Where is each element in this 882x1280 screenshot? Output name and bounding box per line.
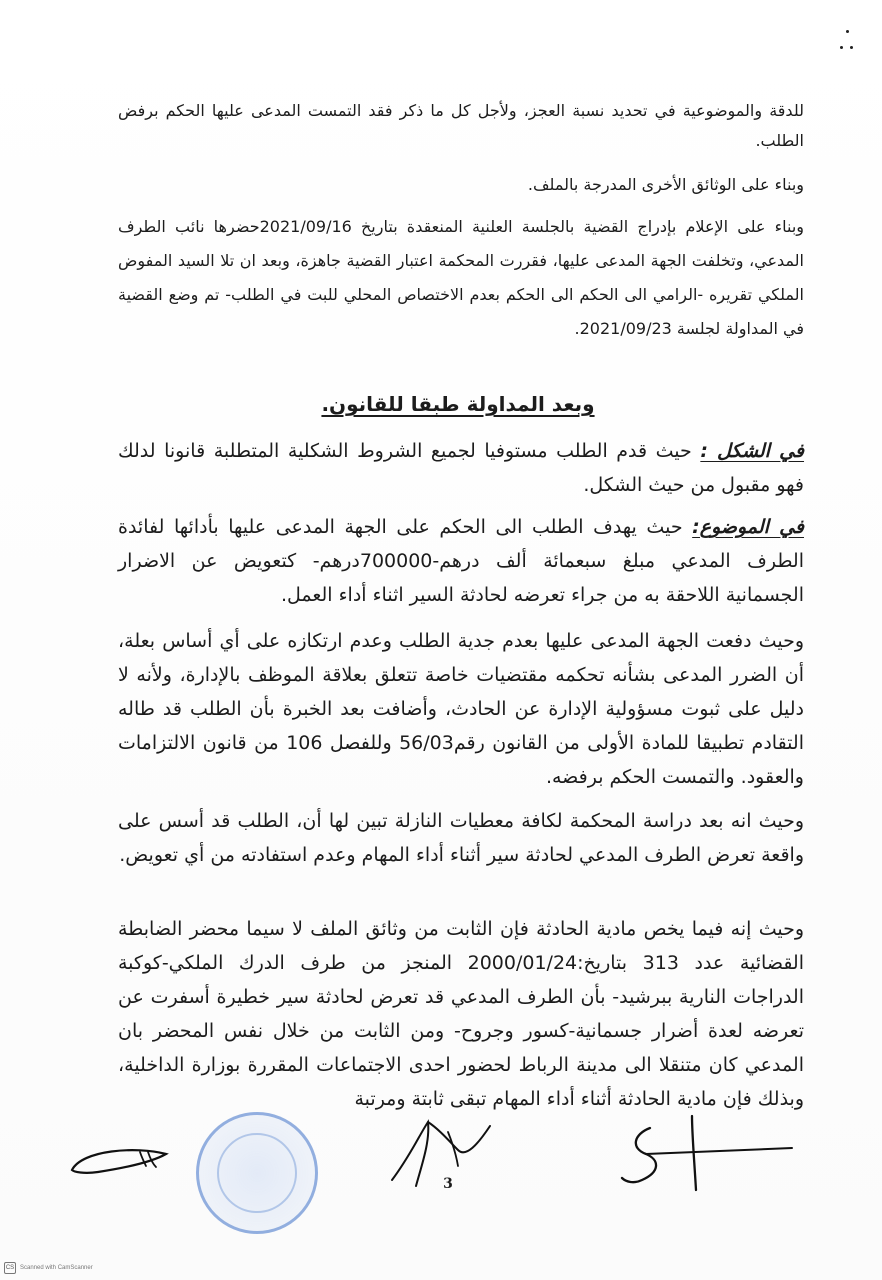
scanner-watermark xyxy=(4,1262,93,1274)
substance-lead: في الموضوع: xyxy=(692,516,804,538)
paragraph-substance xyxy=(118,510,804,612)
paragraph-form xyxy=(118,434,804,502)
left-signature xyxy=(64,1132,174,1192)
paragraph-accident-material: وحيث إنه فيما يخص مادية الحادثة فإن الثابت من وثائق الملف لا سيما محضر الضابطة القضائية عدد 313 بتاريخ:2000/01/24 المنجز من طرف الدرك الملكي-كوكبة الدراجات النارية ببرشيد- بأن الطرف المدعي قد تعرض لحادثة سير خطيرة أسفرت عن تعرضه لعدة أضرار جسمانية-كسور وجروح- ومن الثابت من خلال نفس المحضر بان المدعي كان متنقلا الى مدينة الرباط لحضور احدى الاجتماعات المقررة بوزارة الداخلية، وبذلك فإن مادية الحادثة أثناء أداء المهام تبقى ثابتة ومرتبة xyxy=(118,918,805,1110)
right-signature xyxy=(616,1110,800,1196)
paragraph-court-study: وحيث انه بعد دراسة المحكمة لكافة معطيات النازلة تبين لها أن، الطلب قد أسس على واقعة تعرض الطرف المدعي لحادثة سير أثناء أداء المهام وعدم استفادته من أي تعويض. xyxy=(118,810,804,866)
paragraph-hearing: وبناء على الإعلام بإدراج القضية بالجلسة العلنية المنعقدة بتاريخ 2021/09/16حضرها نائب الطرف المدعي، وتخلفت الجهة المدعى عليها، فقررت المحكمة اعتبار القضية جاهزة، وبعد ان تلا السيد المفوض الملكي تقريره -الرامي الى الحكم الى الحكم بعدم الاختصاص المحلي للبت في الطلب- تم وضع القضية في المداولة لجلسة 2021/09/23. xyxy=(118,217,804,338)
court-seal xyxy=(196,1112,318,1234)
scanner-logo: CS xyxy=(4,1262,16,1274)
substance-text: حيث يهدف الطلب الى الحكم على الجهة المدعى عليها بأدائها لفائدة الطرف المدعي مبلغ سبعمائة ألف درهم-700000درهم- كتعويض عن الاضرار الجسمانية اللاحقة به من جراء تعرضه لحادثة السير اثناء أداء العمل. xyxy=(118,516,804,606)
paragraph-documents: وبناء على الوثائق الأخرى المدرجة بالملف. xyxy=(527,175,804,194)
deliberation-heading: وبعد المداولة طبقا للقانون. xyxy=(321,392,595,416)
corner-marks xyxy=(840,30,854,60)
form-lead: في الشكل : xyxy=(700,440,805,462)
paragraph-defense: وحيث دفعت الجهة المدعى عليها بعدم جدية الطلب وعدم ارتكازه على أي أساس بعلة، أن الضرر المدعى بشأنه تحكمه مقتضيات خاصة تتعلق بعلاقة الموظف بالإدارة، ولأنه لا دليل على ثبوت مسؤولية الإدارة عن الحادث، وأضافت بعد الخبرة بأن الطلب قد طاله التقادم تطبيقا للمادة الأولى من القانون رقم56/03 وللفصل 106 من قانون الالتزامات والعقود. والتمست الحكم برفضه. xyxy=(118,630,804,788)
page-number: 3 xyxy=(443,1176,453,1192)
form-text: حيث قدم الطلب مستوفيا لجميع الشروط الشكلية المتطلبة قانونا لدلك فهو مقبول من حيث الشكل. xyxy=(118,440,804,496)
paragraph-conclusion-request: للدقة والموضوعية في تحديد نسبة العجز، ولأجل كل ما ذكر فقد التمست المدعى عليها الحكم برفض الطلب. xyxy=(118,101,804,150)
scanner-label: Scanned with CamScanner xyxy=(20,1265,93,1271)
